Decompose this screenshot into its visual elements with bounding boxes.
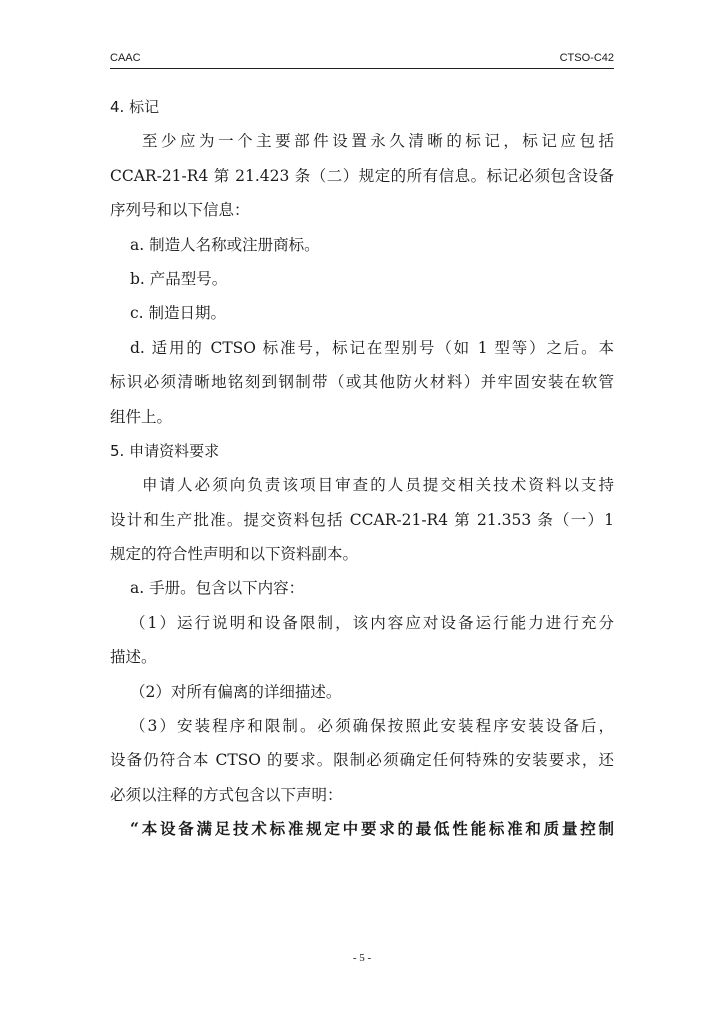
header-org: CAAC — [110, 52, 141, 64]
section-heading-application-data: 5. 申请资料要求 — [110, 441, 220, 460]
sub-item: （2）对所有偏离的详细描述。 — [130, 682, 342, 701]
paragraph-line: 标识必须清晰地铭刻到钢制带（或其他防火材料）并牢固安装在软管 — [110, 373, 614, 392]
page-header — [110, 50, 614, 69]
list-item: b. 产品型号。 — [130, 269, 228, 288]
list-item: d. 适用的 CTSO 标准号，标记在型别号（如 1 型等）之后。本 — [130, 338, 614, 357]
sub-item: （3）安装程序和限制。必须确保按照此安装程序安装设备后， — [130, 717, 614, 736]
section-heading-marking: 4. 标记 — [110, 98, 160, 116]
list-item: c. 制造日期。 — [130, 304, 227, 323]
paragraph-line: 至少应为一个主要部件设置永久清晰的标记，标记应包括 — [142, 132, 614, 151]
paragraph-line: 必须以注释的方式包含以下声明： — [110, 785, 343, 804]
paragraph-line: 规定的符合性声明和以下资料副本。 — [110, 545, 359, 564]
paragraph-line: 序列号和以下信息： — [110, 201, 250, 220]
paragraph-line: 设备仍符合本 CTSO 的要求。限制必须确定任何特殊的安装要求，还 — [110, 751, 614, 770]
paragraph-line: 设计和生产批准。提交资料包括 CCAR-21-R4 第 21.353 条（一）1 — [110, 510, 614, 529]
sub-item: （1）运行说明和设备限制，该内容应对设备运行能力进行充分 — [130, 613, 614, 632]
paragraph-line: 申请人必须向负责该项目审查的人员提交相关技术资料以支持 — [142, 476, 614, 495]
list-item: a. 手册。包含以下内容： — [130, 579, 305, 598]
header-doc-id: CTSO-C42 — [559, 52, 614, 64]
paragraph-line: 描述。 — [110, 648, 157, 667]
page-number: - 5 - — [352, 952, 372, 964]
paragraph-line: 组件上。 — [110, 407, 173, 426]
list-item: a. 制造人名称或注册商标。 — [130, 235, 320, 254]
paragraph-line: CCAR-21-R4 第 21.423 条（二）规定的所有信息。标记必须包含设备 — [110, 166, 614, 185]
quoted-statement: “本设备满足技术标准规定中要求的最低性能标准和质量控制 — [130, 819, 614, 839]
document-body — [110, 90, 614, 847]
